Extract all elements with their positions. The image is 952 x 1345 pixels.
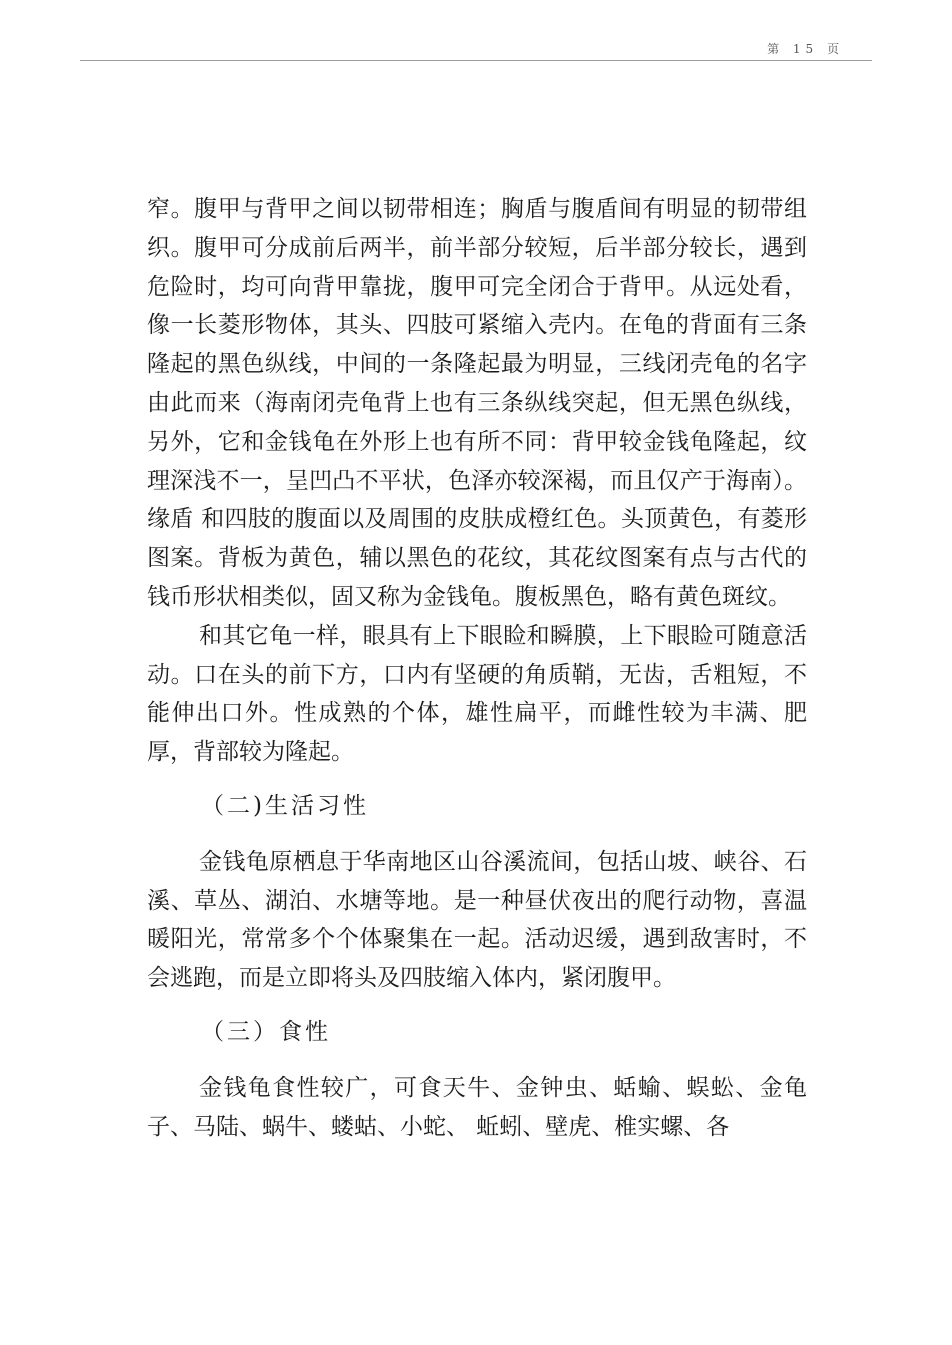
page-header	[80, 36, 872, 61]
section-heading-habits: （二)生活习性	[201, 792, 369, 819]
paragraph-shell-description: 窄。腹甲与背甲之间以韧带相连；胸盾与腹盾间有明显的韧带组织。腹甲可分成前后两半，前半部分较短，后半部分较长，遇到危险时，均可向背甲靠拢，腹甲可完全闭合于背甲。从远处看，像一长菱形物体，其头、四肢可紧缩入壳内。在龟的背面有三条隆起的黑色纵线，中间的一条隆起最为明显，三线闭壳龟的名字由此而来（海南闭壳龟背上也有三条纵线突起，但无黑色纵线，另外，它和金钱龟在外形上也有所不同：背甲较金钱龟隆起，纹理深浅不一，呈凹凸不平状，色泽亦较深褐，而且仅产于海南）。缘盾 和四肢的腹面以及周围的皮肤成橙红色。头顶黄色，有菱形图案。背板为黄色，辅以黑色的花纹，其花纹图案有点与古代的钱币形状相类似，固又称为金钱龟。腹板黑色，略有黄色斑纹。	[147, 196, 807, 610]
section-heading-diet: （三）食性	[201, 1018, 331, 1045]
paragraph-habits: 金钱龟原栖息于华南地区山谷溪流间，包括山坡、峡谷、石溪、草丛、湖泊、水塘等地。是一种昼伏夜出的爬行动物，喜温暖阳光，常常多个个体聚集在一起。活动迟缓，遇到敌害时，不会逃跑，而是立即将头及四肢缩入体内，紧闭腹甲。	[147, 848, 807, 992]
paragraph-diet: 金钱龟食性较广，可食天牛、金钟虫、蛞蝓、蜈蚣、金龟子、马陆、蜗牛、蝼蛄、小蛇、 蚯蚓、壁虎、椎实螺、各	[147, 1074, 807, 1140]
page-number: 第 15 页	[767, 42, 844, 56]
paragraph-eye-mouth-description: 和其它龟一样，眼具有上下眼睑和瞬膜，上下眼睑可随意活动。口在头的前下方，口内有坚硬的角质鞘，无齿，舌粗短，不能伸出口外。性成熟的个体，雄性扁平，而雌性较为丰满、肥厚，背部较为隆起。	[147, 622, 807, 766]
document-body	[147, 190, 807, 1146]
